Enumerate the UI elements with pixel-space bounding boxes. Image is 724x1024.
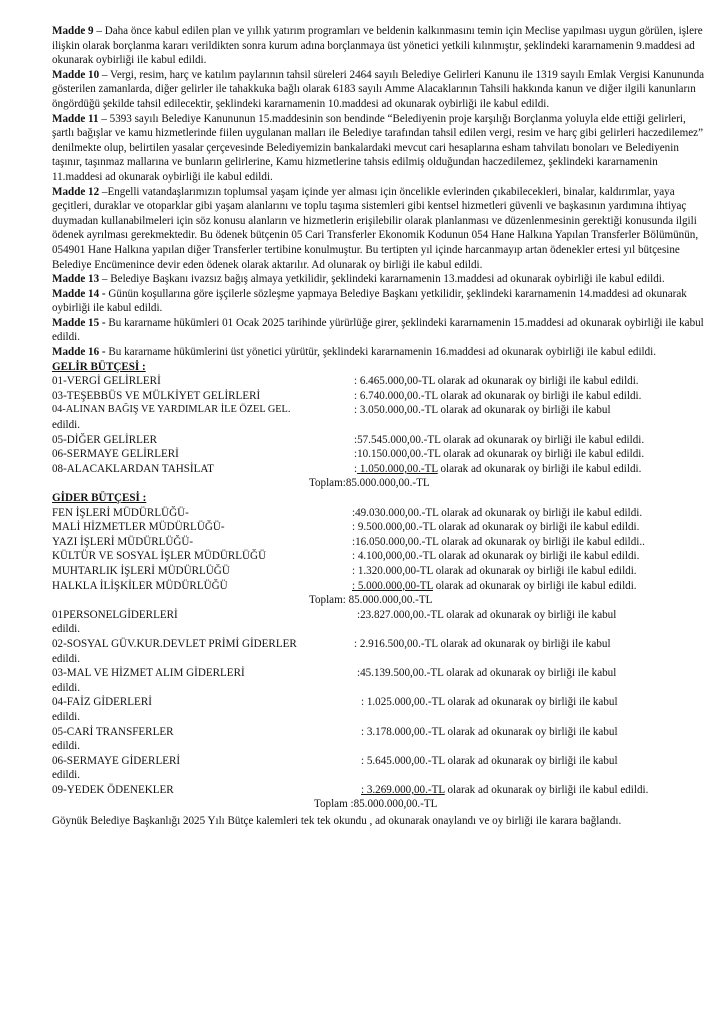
budget-item-amount bbox=[361, 783, 648, 798]
article-10 bbox=[52, 68, 708, 112]
article-label: Madde 14 - bbox=[52, 287, 106, 300]
budget-item-name: 08-ALACAKLARDAN TAHSİLAT bbox=[52, 462, 214, 475]
budget-row bbox=[52, 695, 708, 710]
budget-row bbox=[52, 433, 708, 448]
article-label: Madde 9 bbox=[52, 25, 94, 37]
budget-item-amount: : 3.050.000,00.-TL olarak ad okunarak oy birliği ile kabul bbox=[354, 404, 611, 417]
budget-item-continuation: edildi. bbox=[52, 623, 81, 636]
article-15 bbox=[52, 316, 708, 345]
budget-item-amount: : 2.916.500,00.-TL olarak ad okunarak oy birliği ile kabul bbox=[354, 637, 611, 650]
budget-item-amount: : 1.025.000,00.-TL olarak ad okunarak oy birliği ile kabul bbox=[361, 696, 618, 709]
budget-row bbox=[52, 462, 708, 477]
budget-item-continuation: edildi. bbox=[52, 740, 81, 753]
budget-item-amount: :16.050.000,00.-TL olarak ad okunarak oy birliği ile kabul edildi.. bbox=[352, 535, 645, 548]
article-14 bbox=[52, 287, 708, 316]
article-12 bbox=[52, 185, 708, 273]
budget-item-amount: : 5.645.000,00.-TL olarak ad okunarak oy birliği ile kabul bbox=[361, 754, 618, 767]
article-16 bbox=[52, 345, 708, 360]
budget-row bbox=[52, 549, 708, 564]
article-label: Madde 10 bbox=[52, 68, 100, 81]
article-label: Madde 15 - bbox=[52, 316, 106, 329]
amount-rest: olarak ad okunarak oy birliği ile kabul edildi. bbox=[444, 783, 649, 796]
budget-item-amount: : 3.178.000,00.-TL olarak ad okunarak oy birliği ile kabul bbox=[361, 725, 618, 738]
budget-item-name: KÜLTÜR VE SOSYAL İŞLER MÜDÜRLÜĞÜ bbox=[52, 550, 267, 563]
article-text: – Belediye Başkanı ivazsız bağış almaya yetkilidir, şeklindeki kararnamenin 13.maddesi ad okunarak oybirliği ile kabul edildi. bbox=[99, 273, 665, 286]
budget-item-name: 04-ALINAN BAĞIŞ VE YARDIMLAR İLE ÖZEL GEL. bbox=[52, 404, 291, 416]
expense-economic-total: Toplam :85.000.000,00.-TL bbox=[314, 798, 438, 811]
budget-row bbox=[52, 520, 708, 535]
budget-row bbox=[52, 754, 708, 769]
document-page bbox=[52, 24, 708, 829]
budget-item-amount: :49.030.000,00.-TL olarak ad okunarak oy birliği ile kabul edildi. bbox=[352, 506, 643, 519]
income-budget-list bbox=[52, 374, 708, 491]
budget-row bbox=[52, 725, 708, 740]
budget-row bbox=[52, 637, 708, 652]
article-text: Bu kararname hükümleri 01 Ocak 2025 tarihinde yürürlüğe girer, şeklindeki kararnamenin 15.maddesi ad okunarak oybirliği ile kabul edildi. bbox=[52, 316, 704, 344]
expense-units-total: Toplam: 85.000.000,00.-TL bbox=[309, 594, 433, 607]
income-budget-title: GELİR BÜTÇESİ : bbox=[52, 360, 146, 373]
budget-item-amount: : 9.500.000,00.-TL olarak ad okunarak oy birliği ile kabul edildi. bbox=[352, 521, 640, 534]
budget-item-amount: : 4.100,000,00.-TL olarak ad okunarak oy birliği ile kabul edildi. bbox=[352, 550, 640, 563]
budget-item-continuation: edildi. bbox=[52, 652, 81, 665]
income-total-row bbox=[52, 476, 708, 491]
budget-item-amount: :57.545.000,00.-TL olarak ad okunarak oy birliği ile kabul edildi. bbox=[354, 433, 645, 446]
amount-prefix: : bbox=[354, 462, 358, 475]
amount-rest: olarak ad okunarak oy birliği ile kabul edildi. bbox=[432, 579, 637, 592]
article-text: – Vergi, resim, harç ve katılım paylarının tahsil süreleri 2464 sayılı Belediye Gelirleri Kanunu ile 1319 sayılı Emlak Vergisi Kanununda gösterilen zamanlarda, diğer gelirler ile tahakkuka bağlı olarak 6183 sayılı Amme Alacaklarının Tahsili hakkında kanun ve diğer ilgili kanunların öngördüğü şekilde tahsil edilecektir, şeklindeki kararnamenin 10.maddesi ad okunarak oybirliği ile kabul edildi. bbox=[52, 68, 705, 110]
budget-item-name: MALİ HİZMETLER MÜDÜRLÜĞÜ- bbox=[52, 521, 225, 534]
budget-item-name: 05-DİĞER GELİRLER bbox=[52, 433, 158, 446]
budget-item-continuation: edildi. bbox=[52, 681, 81, 694]
article-text: – 5393 sayılı Belediye Kanununun 15.maddesinin son bendinde “Belediyenin proje karşılığı Borçlanma yoluyla elde ettiği gelirleri, şartlı bağışlar ve kamu hizmetlerinde fiilen uygulanan malları ile Belediye tarafından tahsil edilen vergi, resim ve harç gibi gelirleri haczedilemez” denilmekte olup, belirtilen yasalar çerçevesinde Belediyemizin bankalardaki mevcut cari hesaplarına esham tahvilatı bonoları ve Belediyenin taşınır, taşınmaz mallarına ve bunların gelirlerine, Kamu hizmetlerine tahsis edilmiş olduğundan haczedilemez, şeklindeki kararnamenin 11.maddesi ad okunarak oybirliği ile kabul edildi. bbox=[52, 112, 703, 183]
article-label: Madde 12 bbox=[52, 185, 100, 198]
budget-row bbox=[52, 374, 708, 389]
expense-budget-title: GİDER BÜTÇESİ : bbox=[52, 492, 147, 504]
budget-row bbox=[52, 403, 708, 418]
article-11 bbox=[52, 112, 708, 185]
article-13 bbox=[52, 272, 708, 287]
budget-item-name: 03-TEŞEBBÜS VE MÜLKİYET GELİRLERİ bbox=[52, 389, 261, 402]
amount-underlined: 1.050.000,00.-TL bbox=[357, 462, 438, 475]
expense-units-total-row bbox=[52, 593, 708, 608]
article-text: Bu kararname hükümlerini üst yönetici yürütür, şeklindeki kararnamenin 16.maddesi ad okunarak oybirliği ile kabul edildi. bbox=[105, 346, 657, 359]
budget-item-name: 06-SERMAYE GİDERLERİ bbox=[52, 754, 181, 767]
budget-item-amount bbox=[354, 462, 641, 477]
budget-item-name: 09-YEDEK ÖDENEKLER bbox=[52, 783, 174, 796]
budget-item-amount: : 6.465.000,00-TL olarak ad okunarak oy birliği ile kabul edildi. bbox=[354, 375, 639, 388]
expense-economic-total-row bbox=[52, 797, 708, 812]
budget-row bbox=[52, 389, 708, 404]
expense-economic-list bbox=[52, 608, 708, 812]
budget-item-name: YAZI İŞLERİ MÜDÜRLÜĞÜ- bbox=[52, 535, 194, 548]
budget-item-name: 02-SOSYAL GÜV.KUR.DEVLET PRİMİ GİDERLER bbox=[52, 637, 297, 650]
budget-item-amount: :45.139.500,00.-TL olarak ad okunarak oy birliği ile kabul bbox=[357, 667, 617, 680]
article-text: –Engelli vatandaşlarımızın toplumsal yaşam içinde yer alması için öncelikle evlerinden çıkabilecekleri, binalar, kaldırımlar, yaya geçitleri, duraklar ve otoparklar gibi yaşam alanlarını ve toplu taşıma sistemleri gibi kentsel hizmetleri güvenli ve başkasının yardımına ihtiyaç duymadan kullanabilmeleri için söz konusu alanların ve hizmetlerin erişilebilir olarak planlanması ve düzenlenmesinin gerektiği konusunda ilgili ödenek ayrılması gerekmektedir. Bu ödenek bütçenin 05 Cari Transferler Ekonomik Kodunun 054 Hane Halkına Yapılan Transferler Bölümünün, 054901 Hane Halkına yapılan diğer Transferler tertibine konulmuştur. Bu tertipten yıl içinde harcanmayıp artan ödenekler ertesi yıl bütçesine Belediye Encümenince devir eden ödenek olarak aktarılır. Ad olunarak oy birliği ile kabul edildi. bbox=[52, 185, 699, 271]
budget-item-amount: :10.150.000,00.-TL olarak ad okunarak oy birliği ile kabul edildi. bbox=[354, 448, 645, 461]
budget-item-name: 01-VERGİ GELİRLERİ bbox=[52, 375, 161, 388]
article-text: Günün koşullarına göre işçilerle sözleşme yapmaya Belediye Başkanı yetkilidir, şeklindeki kararnamenin 14.maddesi ad okunarak oybirliği ile kabul edildi. bbox=[52, 287, 687, 315]
expense-units-list bbox=[52, 506, 708, 608]
budget-row bbox=[52, 564, 708, 579]
budget-item-name: MUHTARLIK İŞLERİ MÜDÜRLÜĞÜ bbox=[52, 564, 230, 577]
budget-item-amount: : 6.740.000,00.-TL olarak ad okunarak oy birliği ile kabul edildi. bbox=[354, 389, 642, 402]
budget-item-name: 05-CARİ TRANSFERLER bbox=[52, 725, 174, 738]
budget-row bbox=[52, 608, 708, 623]
amount-underlined: : 3.269.000,00.-TL bbox=[361, 783, 445, 796]
budget-row bbox=[52, 447, 708, 462]
article-label: Madde 16 - bbox=[52, 346, 106, 359]
budget-item-amount bbox=[307, 579, 637, 594]
article-label: Madde 11 bbox=[52, 112, 99, 125]
budget-item-continuation: edildi. bbox=[52, 419, 81, 432]
budget-row bbox=[52, 506, 708, 521]
amount-rest: olarak ad okunarak oy birliği ile kabul edildi. bbox=[437, 462, 642, 475]
budget-item-name: 04-FAİZ GİDERLERİ bbox=[52, 696, 152, 709]
budget-item-amount: :23.827.000,00.-TL olarak ad okunarak oy birliği ile kabul bbox=[357, 608, 617, 621]
budget-row bbox=[52, 666, 708, 681]
budget-item-name: 03-MAL VE HİZMET ALIM GİDERLERİ bbox=[52, 667, 245, 680]
budget-row bbox=[52, 535, 708, 550]
budget-item-continuation: edildi. bbox=[52, 769, 81, 782]
budget-item-continuation: edildi. bbox=[52, 710, 81, 723]
budget-item-amount: : 1.320.000,00-TL olarak ad okunarak oy birliği ile kabul edildi. bbox=[352, 564, 637, 577]
article-label: Madde 13 bbox=[52, 273, 100, 286]
income-total: Toplam:85.000.000,00.-TL bbox=[309, 477, 430, 490]
budget-item-name: 06-SERMAYE GELİRLERİ bbox=[52, 448, 179, 461]
article-9 bbox=[52, 24, 708, 68]
budget-row bbox=[52, 783, 708, 798]
closing-statement: Göynük Belediye Başkanlığı 2025 Yılı Bütçe kalemleri tek tek okundu , ad okunarak onaylandı ve oy birliği ile karara bağlandı. bbox=[52, 815, 622, 828]
article-text: – Daha önce kabul edilen plan ve yıllık yatırım programları ve beldenin kalkınmasını temin için Meclise yapılması uygun görülen, işlere ilişkin olarak borçlanma kararı verildikten sonra kurum adına borçlanmaya üst yönetici yetkili kılınmıştır, şeklindeki kararnamenin 9.maddesi ad okunarak oybirliği ile kabul edildi. bbox=[52, 25, 703, 67]
budget-item-name: 01PERSONELGİDERLERİ bbox=[52, 608, 178, 621]
budget-item-name: FEN İŞLERİ MÜDÜRLÜĞÜ- bbox=[52, 506, 189, 519]
amount-underlined: : 5.000.000,00-TL bbox=[352, 579, 433, 592]
budget-item-name: HALKLA İLİŞKİLER MÜDÜRLÜĞÜ bbox=[52, 579, 228, 592]
budget-row bbox=[52, 579, 708, 594]
